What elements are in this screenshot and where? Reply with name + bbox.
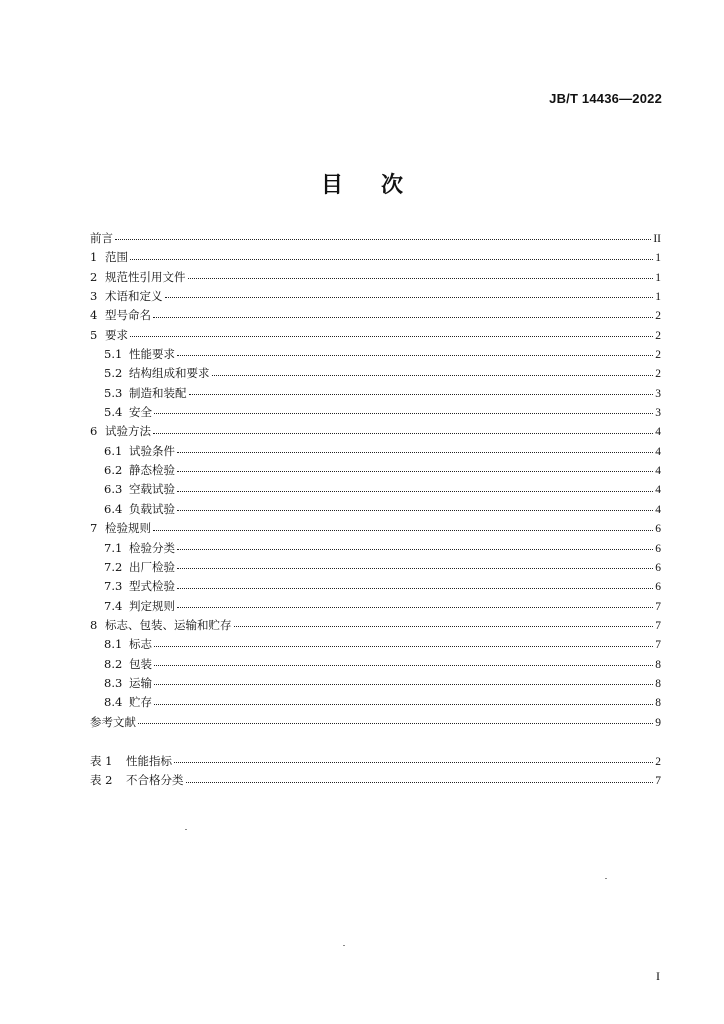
dot-leader: [177, 587, 653, 589]
toc-entry-title: 结构组成和要求: [129, 366, 210, 381]
toc-entry-page: 4: [655, 503, 661, 516]
toc-entry[interactable]: [90, 655, 661, 674]
toc-entry-title: 检验分类: [129, 540, 175, 555]
toc-entry-number: 6: [90, 424, 98, 439]
toc-entry[interactable]: [90, 558, 661, 577]
toc-table-entry[interactable]: [90, 752, 661, 771]
dot-leader: [177, 548, 653, 550]
toc-entry[interactable]: [90, 306, 661, 325]
toc-entry-number: 3: [90, 289, 98, 304]
scan-speck: [343, 945, 345, 946]
toc-entry-number: 8: [90, 617, 98, 632]
toc-entry-title: 包装: [129, 656, 152, 671]
toc-entry-number: 7.3: [104, 579, 123, 594]
toc-entry[interactable]: [90, 519, 661, 538]
toc-entry-title: 贮存: [129, 695, 152, 710]
toc-entry-page: 3: [655, 407, 661, 420]
toc-entry-page: 4: [655, 465, 661, 478]
toc-entry-page: 2: [655, 329, 661, 342]
toc-entry-title: 制造和装配: [129, 385, 187, 400]
toc-entry-title: 规范性引用文件: [105, 269, 186, 284]
scan-speck: [185, 829, 187, 830]
toc-entry-page: 7: [655, 639, 661, 652]
toc-entry-page: 6: [655, 523, 661, 536]
toc-entry-title: 判定规则: [129, 598, 175, 613]
title-char-1: 目: [320, 173, 343, 198]
toc-entry-title: 标志: [129, 637, 152, 652]
toc-entry[interactable]: [90, 326, 661, 345]
dot-leader: [154, 412, 653, 414]
toc-entry-title: 检验规则: [105, 521, 151, 536]
toc-table-page: 2: [655, 755, 661, 768]
toc-entry[interactable]: [90, 422, 661, 441]
toc-entry-number: 8.3: [104, 675, 123, 690]
toc-entry[interactable]: [90, 693, 661, 712]
toc-entry[interactable]: [90, 403, 661, 422]
dot-leader: [189, 393, 654, 395]
toc-entry-number: 7.2: [104, 559, 123, 574]
dot-leader: [154, 683, 653, 685]
toc-entry-title: 出厂检验: [129, 559, 175, 574]
toc-table-page: 7: [655, 775, 661, 788]
toc-entry-number: 7.1: [104, 540, 123, 555]
toc-entry[interactable]: [90, 364, 661, 383]
dot-leader: [188, 277, 654, 279]
toc-entry-page: 4: [655, 426, 661, 439]
standard-code: JB/T 14436—2022: [549, 91, 662, 106]
toc-entry-page: 1: [655, 271, 661, 284]
toc-entry-page: 1: [655, 291, 661, 304]
toc-entry-page: 7: [655, 619, 661, 632]
toc-entry-number: 5: [90, 327, 98, 342]
dot-leader: [130, 258, 653, 260]
toc-entry-number: 8.4: [104, 695, 123, 710]
toc-entry[interactable]: [90, 287, 661, 306]
toc-entry-page: 6: [655, 542, 661, 555]
dot-leader: [115, 238, 651, 240]
toc-entry-page: 8: [655, 677, 661, 690]
toc-entry[interactable]: [90, 713, 661, 732]
dot-leader: [177, 567, 653, 569]
scan-speck: [605, 878, 607, 879]
toc-entry-title: 要求: [105, 327, 128, 342]
toc-entry-title: 静态检验: [129, 463, 175, 478]
toc-entry[interactable]: [90, 248, 661, 267]
dot-leader: [177, 606, 653, 608]
dot-leader: [234, 625, 654, 627]
toc-entry-title: 标志、包装、运输和贮存: [105, 617, 232, 632]
dot-leader: [186, 781, 654, 783]
toc-entry[interactable]: [90, 616, 661, 635]
toc-entry-number: 2: [90, 269, 98, 284]
dot-leader: [153, 316, 653, 318]
toc-entry-page: 4: [655, 484, 661, 497]
toc-entry[interactable]: [90, 480, 661, 499]
toc-entry-title: 术语和定义: [105, 289, 163, 304]
toc-entry-number: 5.3: [104, 385, 123, 400]
toc-entry-page: 4: [655, 445, 661, 458]
dot-leader: [154, 664, 653, 666]
toc-table-number: 表 2: [90, 773, 113, 788]
toc-entry-number: 6.1: [104, 443, 123, 458]
page-title: [0, 168, 724, 199]
toc-entry-number: 5.2: [104, 366, 123, 381]
toc-entry-page: 9: [655, 716, 661, 729]
toc-entry-page: 8: [655, 658, 661, 671]
toc-entry[interactable]: [90, 384, 661, 403]
dot-leader: [154, 703, 653, 705]
dot-leader: [138, 722, 653, 724]
toc-entry[interactable]: [90, 442, 661, 461]
toc-entry-title: 空载试验: [129, 482, 175, 497]
toc-entry-page: 3: [655, 387, 661, 400]
dot-leader: [177, 509, 653, 511]
toc-entry[interactable]: [90, 674, 661, 693]
toc-entry-number: 6.2: [104, 463, 123, 478]
dot-leader: [177, 354, 653, 356]
toc-table-number: 表 1: [90, 753, 113, 768]
toc-entry-title: 安全: [129, 405, 152, 420]
toc-entry[interactable]: [90, 635, 661, 654]
toc-entry[interactable]: [90, 577, 661, 596]
toc-entry[interactable]: [90, 268, 661, 287]
toc-entry-title: 负载试验: [129, 501, 175, 516]
toc-entry-title: 前言: [90, 231, 113, 245]
toc-entry[interactable]: [90, 539, 661, 558]
toc-entry-number: 8.2: [104, 656, 123, 671]
toc-entry-title: 试验方法: [105, 424, 151, 439]
toc-entry-page: 1: [655, 252, 661, 265]
toc-entry-number: 8.1: [104, 637, 123, 652]
dot-leader: [177, 470, 653, 472]
title-char-2: 次: [381, 173, 404, 198]
toc-entry-page: 8: [655, 697, 661, 710]
table-of-contents: [90, 229, 661, 791]
toc-entry-page: 2: [655, 310, 661, 323]
toc-entry-number: 6.4: [104, 501, 123, 516]
toc-entry-number: 6.3: [104, 482, 123, 497]
dot-leader: [153, 529, 653, 531]
toc-entry-number: 4: [90, 308, 98, 323]
toc-entry-title: 试验条件: [129, 443, 175, 458]
dot-leader: [177, 490, 653, 492]
page-number: I: [656, 969, 660, 983]
toc-entry-page: II: [653, 233, 661, 245]
toc-table-title: 不合格分类: [126, 773, 184, 788]
toc-entry-title: 范围: [105, 250, 128, 265]
dot-leader: [174, 761, 653, 763]
dot-leader: [212, 374, 654, 376]
toc-table-title: 性能指标: [126, 753, 172, 768]
toc-entry-number: 1: [90, 250, 98, 265]
toc-entry-number: 5.1: [104, 347, 123, 362]
toc-entry-number: 5.4: [104, 405, 123, 420]
toc-entry-page: 2: [655, 349, 661, 362]
toc-entry-title: 参考文献: [90, 714, 136, 729]
toc-entry-title: 性能要求: [129, 347, 175, 362]
dot-leader: [177, 451, 653, 453]
dot-leader: [165, 296, 654, 298]
toc-entry-number: 7: [90, 521, 98, 536]
toc-entry[interactable]: [90, 345, 661, 364]
toc-entry-page: 7: [655, 600, 661, 613]
toc-entry[interactable]: [90, 597, 661, 616]
toc-table-entry[interactable]: [90, 771, 661, 790]
toc-entry-title: 型式检验: [129, 579, 175, 594]
dot-leader: [153, 432, 653, 434]
toc-entry-page: 2: [655, 368, 661, 381]
toc-entry[interactable]: [90, 461, 661, 480]
toc-entry-number: 7.4: [104, 598, 123, 613]
toc-entry-page: 6: [655, 581, 661, 594]
toc-entry-page: 6: [655, 561, 661, 574]
dot-leader: [154, 645, 653, 647]
toc-entry[interactable]: [90, 229, 661, 248]
toc-entry-title: 运输: [129, 675, 152, 690]
dot-leader: [130, 335, 653, 337]
toc-entry-title: 型号命名: [105, 308, 151, 323]
toc-entry[interactable]: [90, 500, 661, 519]
